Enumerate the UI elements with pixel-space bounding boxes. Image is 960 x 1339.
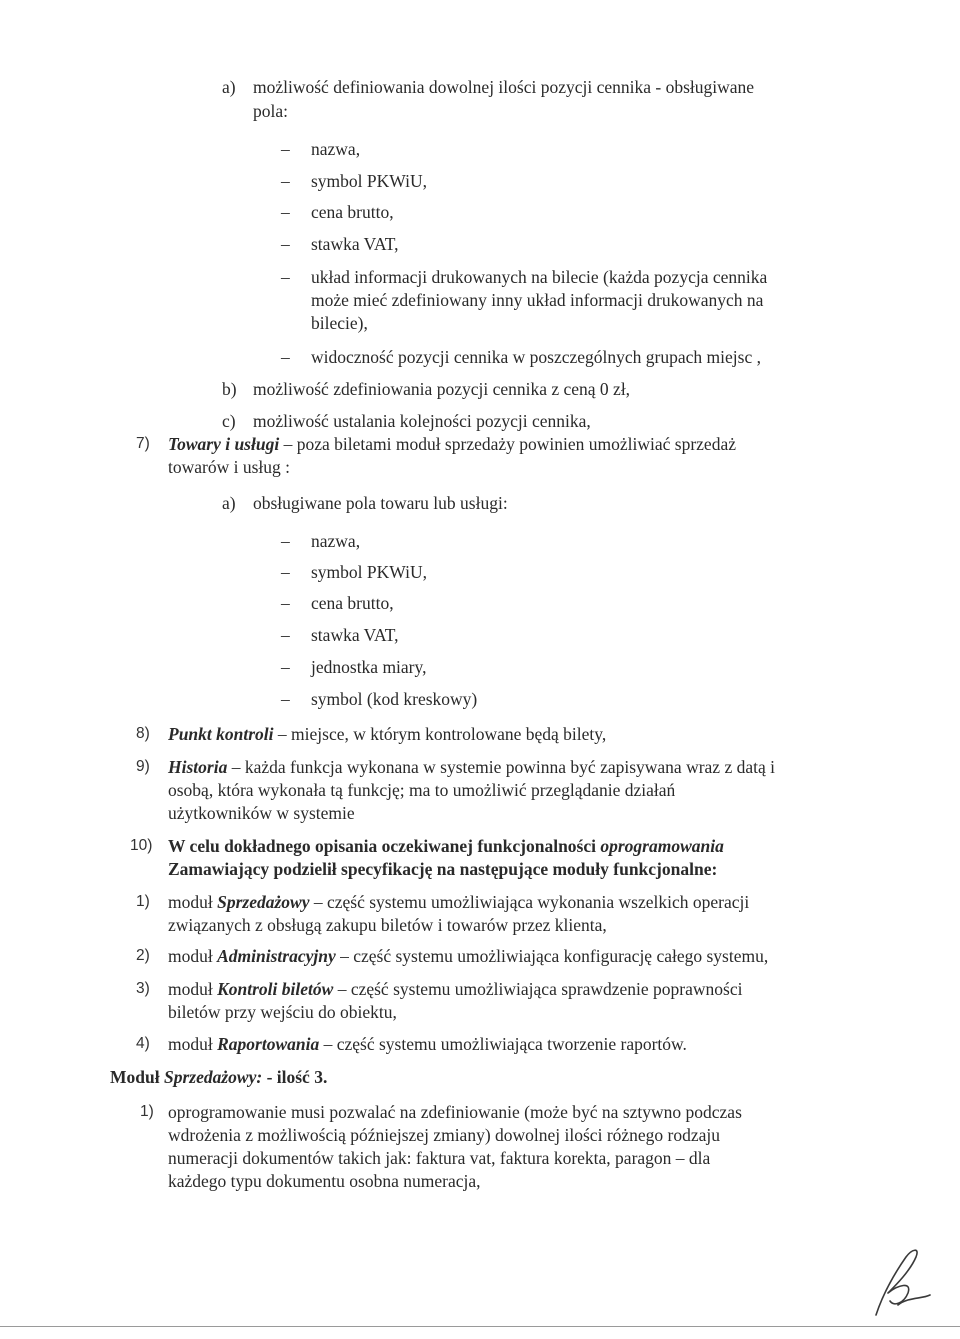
s7-title: Towary i usługi [168, 434, 280, 454]
module-name: Administracyjny [217, 946, 336, 966]
uklad-line3: bilecie), [311, 313, 368, 333]
module-pre: moduł [168, 1034, 218, 1054]
s1-c-label: c) [222, 411, 236, 431]
s8-line [168, 723, 606, 745]
list-item: jednostka miary, [311, 657, 427, 677]
module-pre: moduł [168, 979, 218, 999]
module-name: Sprzedażowy [217, 892, 310, 912]
s9-line3: użytkowników w systemie [168, 803, 355, 823]
s10-line1-b: oprogramowania [600, 836, 724, 856]
s1-b-text: możliwość zdefiniowania pozycji cennika z ceną 0 zł, [253, 379, 631, 399]
s10-number: 10) [130, 837, 153, 854]
list-dash: – [281, 234, 290, 254]
module-name: Kontroli biletów [217, 979, 334, 999]
list-item: stawka VAT, [311, 625, 399, 645]
list-item: symbol PKWiU, [311, 171, 427, 191]
uklad-line2: może mieć zdefiniowany inny układ informacji drukowanych na [311, 290, 764, 310]
list-item: cena brutto, [311, 593, 394, 613]
final-line1: oprogramowanie musi pozwalać na zdefiniowanie (może być na sztywno podczas [168, 1102, 742, 1122]
modul-heading-c: - ilość 3. [262, 1067, 328, 1087]
list-dash: – [281, 562, 290, 582]
list-dash: – [281, 593, 290, 613]
uklad-line1: układ informacji drukowanych na bilecie (każda pozycja cennika [311, 267, 768, 287]
module-number: 1) [136, 893, 150, 910]
final-line2: wdrożenia z możliwością późniejszej zmiany) dowolnej ilości różnego rodzaju [168, 1125, 721, 1145]
list-dash: – [281, 171, 290, 191]
signature-mark [868, 1245, 938, 1320]
list-dash: – [281, 267, 290, 287]
module-rest: – część systemu umożliwiająca tworzenie raportów. [319, 1034, 687, 1054]
list-dash: – [281, 689, 290, 709]
module-number: 4) [136, 1035, 150, 1052]
s7-a-text: obsługiwane pola towaru lub usługi: [253, 493, 508, 513]
s7-line2: towarów i usług : [168, 457, 291, 477]
modul-heading-a: Moduł [110, 1067, 164, 1087]
list-item: nazwa, [311, 139, 361, 159]
list-dash: – [281, 139, 290, 159]
final-line3: numeracji dokumentów takich jak: faktura vat, faktura korekta, paragon – dla [168, 1148, 711, 1168]
s1-a-line1: możliwość definiowania dowolnej ilości pozycji cennika - obsługiwane [253, 77, 755, 97]
s7-number: 7) [136, 435, 150, 452]
s7-line1 [168, 433, 736, 455]
module-line2: związanych z obsługą zakupu biletów i towarów przez klienta, [168, 915, 607, 935]
module-line2: biletów przy wejściu do obiektu, [168, 1002, 397, 1022]
list-item: stawka VAT, [311, 234, 399, 254]
module-rest: – część systemu umożliwiająca wykonania wszelkich operacji [309, 892, 750, 912]
list-dash: – [281, 347, 290, 367]
s8-number: 8) [136, 725, 150, 742]
modul-heading [110, 1066, 327, 1088]
s7-rest: – poza biletami moduł sprzedaży powinien umożliwiać sprzedaż [279, 434, 736, 454]
list-dash: – [281, 625, 290, 645]
module-pre: moduł [168, 892, 218, 912]
bottom-rule [0, 1326, 960, 1327]
module-line1 [168, 1033, 687, 1055]
module-line1 [168, 978, 742, 1000]
list-item: symbol (kod kreskowy) [311, 689, 478, 709]
s1-c-text: możliwość ustalania kolejności pozycji cennika, [253, 411, 591, 431]
module-rest: – część systemu umożliwiająca konfigurację całego systemu, [335, 946, 769, 966]
modul-heading-b: Sprzedażowy: [163, 1067, 263, 1087]
s9-rest: – każda funkcja wykonana w systemie powinna być zapisywana wraz z datą i [227, 757, 775, 777]
list-item: symbol PKWiU, [311, 562, 427, 582]
module-number: 3) [136, 980, 150, 997]
module-name: Raportowania [217, 1034, 320, 1054]
s1-b-label: b) [222, 379, 237, 399]
s9-line2: osobą, która wykonała tą funkcję; ma to umożliwić przeglądanie działań [168, 780, 676, 800]
module-pre: moduł [168, 946, 218, 966]
module-rest: – część systemu umożliwiająca sprawdzenie poprawności [333, 979, 743, 999]
s7-a-label: a) [222, 493, 236, 513]
s8-title: Punkt kontroli [168, 724, 274, 744]
s10-line1 [168, 835, 724, 857]
list-dash: – [281, 202, 290, 222]
s8-rest: – miejsce, w którym kontrolowane będą bilety, [273, 724, 607, 744]
list-dash: – [281, 531, 290, 551]
final-line4: każdego typu dokumentu osobna numeracja, [168, 1171, 481, 1191]
s1-a-label: a) [222, 77, 236, 97]
s10-line1-a: W celu dokładnego opisania oczekiwanej funkcjonalności [168, 836, 601, 856]
s10-line2: Zamawiający podzielił specyfikację na następujące moduły funkcjonalne: [168, 859, 718, 879]
list-item: cena brutto, [311, 202, 394, 222]
list-dash: – [281, 657, 290, 677]
s1-a-line2: pola: [253, 101, 288, 121]
list-item: nazwa, [311, 531, 361, 551]
module-line1 [168, 891, 749, 913]
module-line1 [168, 945, 768, 967]
s9-title: Historia [168, 757, 228, 777]
final-number: 1) [140, 1103, 154, 1120]
module-number: 2) [136, 947, 150, 964]
widocznosc-line: widoczność pozycji cennika w poszczególnych grupach miejsc , [311, 347, 761, 367]
s9-number: 9) [136, 758, 150, 775]
s9-line1 [168, 756, 775, 778]
